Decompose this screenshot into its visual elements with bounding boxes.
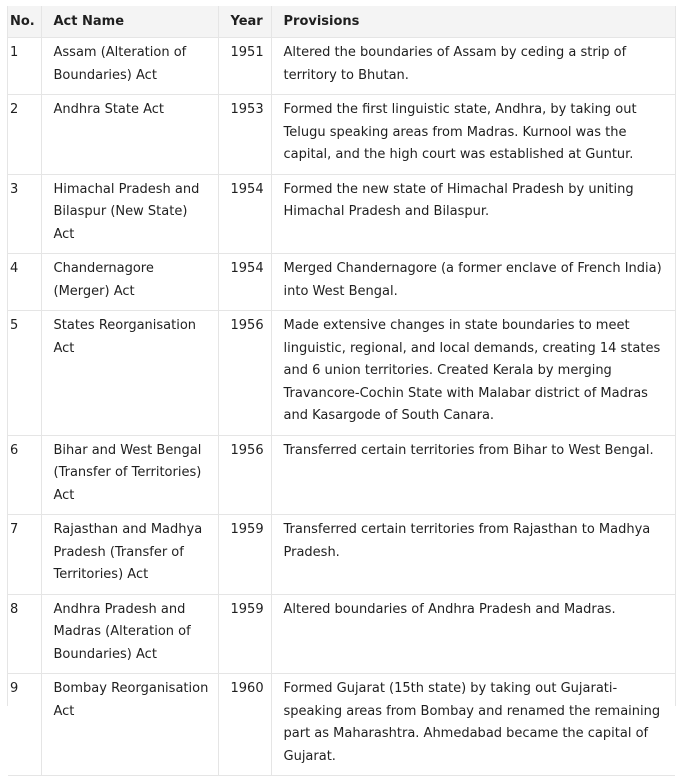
cell-no: 7 [8,515,41,595]
header-act-name: Act Name [41,6,218,38]
cell-act-name: Assam (Alteration of Boundaries) Act [41,38,218,95]
cell-act-name: Rajasthan and Madhya Pradesh (Transfer of Territories) Act [41,515,218,595]
cell-no: 2 [8,95,41,175]
cell-provisions: Altered the boundaries of Assam by ceding a strip of territory to Bhutan. [271,38,675,95]
header-year: Year [218,6,271,38]
table-row [8,311,675,436]
cell-no: 9 [8,674,41,776]
cell-provisions: Merged Chandernagore (a former enclave of French India) into West Bengal. [271,254,675,311]
table-row [8,515,675,595]
header-no: No. [8,6,41,38]
cell-no: 4 [8,254,41,311]
cell-act-name: States Reorganisation Act [41,311,218,436]
table-row [8,435,675,515]
cell-year: 1954 [218,254,271,311]
table-row [8,254,675,311]
cell-act-name: Bombay Reorganisation Act [41,674,218,776]
cell-no: 5 [8,311,41,436]
cell-year: 1956 [218,435,271,515]
table-row [8,38,675,95]
cell-act-name: Andhra Pradesh and Madras (Alteration of Boundaries) Act [41,594,218,674]
cell-year: 1959 [218,594,271,674]
cell-provisions: Formed the new state of Himachal Pradesh by uniting Himachal Pradesh and Bilaspur. [271,174,675,254]
acts-table [8,6,675,776]
cell-provisions: Formed Gujarat (15th state) by taking out Gujarati-speaking areas from Bombay and renamed the remaining part as Maharashtra. Ahmedabad became the capital of Gujarat. [271,674,675,776]
cell-year: 1959 [218,515,271,595]
cell-year: 1960 [218,674,271,776]
table-row [8,95,675,175]
cell-no: 3 [8,174,41,254]
cell-act-name: Chandernagore (Merger) Act [41,254,218,311]
table-row [8,594,675,674]
cell-provisions: Made extensive changes in state boundaries to meet linguistic, regional, and local demands, creating 14 states and 6 union territories. Created Kerala by merging Travancore-Cochin State with Malabar district of Madras and Kasargode of South Canara. [271,311,675,436]
cell-year: 1951 [218,38,271,95]
cell-act-name: Himachal Pradesh and Bilaspur (New State) Act [41,174,218,254]
cell-year: 1953 [218,95,271,175]
cell-provisions: Formed the first linguistic state, Andhra, by taking out Telugu speaking areas from Madras. Kurnool was the capital, and the high court was established at Guntur. [271,95,675,175]
header-provisions: Provisions [271,6,675,38]
cell-no: 1 [8,38,41,95]
cell-year: 1956 [218,311,271,436]
cell-year: 1954 [218,174,271,254]
cell-no: 8 [8,594,41,674]
table-header-row [8,6,675,38]
cell-act-name: Bihar and West Bengal (Transfer of Territories) Act [41,435,218,515]
table-row [8,674,675,776]
cell-provisions: Transferred certain territories from Bihar to West Bengal. [271,435,675,515]
cell-provisions: Altered boundaries of Andhra Pradesh and Madras. [271,594,675,674]
cell-act-name: Andhra State Act [41,95,218,175]
cell-no: 6 [8,435,41,515]
cell-provisions: Transferred certain territories from Rajasthan to Madhya Pradesh. [271,515,675,595]
acts-table-container [7,6,676,764]
table-row [8,174,675,254]
